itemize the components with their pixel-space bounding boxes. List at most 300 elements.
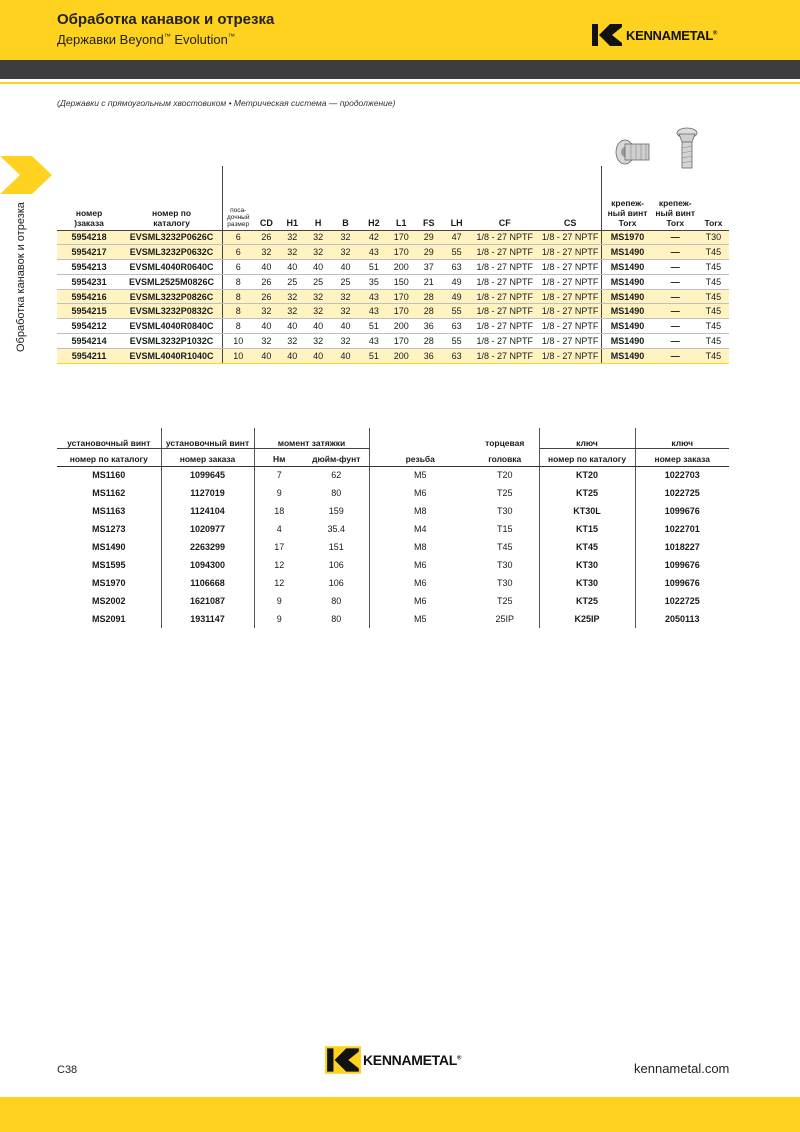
- cell-fs: 28: [415, 304, 443, 319]
- cell-thread: M6: [369, 484, 471, 502]
- cell-b: 32: [331, 334, 360, 349]
- col-screw-catalog: номер по каталогу: [57, 448, 161, 466]
- cell-inlb: 35.4: [327, 524, 346, 534]
- cell-catalog: EVSML3232P0626C: [121, 230, 222, 245]
- cell-key_order: 1022703: [635, 466, 729, 484]
- header-line: поса-: [230, 206, 247, 214]
- cell-order: 1094300: [161, 556, 254, 574]
- cell-lh: 63: [443, 348, 471, 363]
- cell-key: KT25: [539, 592, 635, 610]
- cell-inlb: 106: [328, 578, 344, 588]
- cell-fs: 29: [415, 230, 443, 245]
- cell-key_order: 1099676: [635, 556, 729, 574]
- col-order-number: [57, 166, 121, 230]
- col-key-catalog: номер по каталогу: [539, 448, 635, 466]
- cell-socket: T20: [496, 470, 513, 481]
- header-line: номер по: [151, 207, 192, 218]
- cell-h: 40: [305, 319, 331, 334]
- logo-text: [363, 1052, 461, 1068]
- cell-h2: 51: [360, 260, 388, 275]
- table-row: [57, 304, 729, 319]
- cell-cd: 40: [253, 319, 279, 334]
- cell-socket: T30: [496, 560, 513, 570]
- cell-b: 25: [331, 274, 360, 289]
- cell-thread: M5: [369, 610, 471, 628]
- cell-h: 32: [305, 304, 331, 319]
- cell-screw2: —: [653, 348, 698, 363]
- header-line: Torx: [666, 217, 685, 228]
- cell-fs: 37: [415, 260, 443, 275]
- cell-thread: M6: [369, 592, 471, 610]
- cell-key_order: 1099676: [635, 502, 729, 520]
- cell-cf: 1/8 - 27 NPTF: [471, 245, 539, 260]
- cell-screw2: —: [653, 274, 698, 289]
- cell-catalog: MS1160: [92, 470, 126, 481]
- cell-b: 40: [331, 348, 360, 363]
- cell-seat: 6: [222, 245, 253, 260]
- cell-key_order: 1018227: [635, 538, 729, 556]
- side-tab-arrow-icon: [0, 156, 52, 194]
- cell-key: KT25: [539, 484, 635, 502]
- table-row: [57, 502, 729, 520]
- cell-nm: 12: [254, 574, 304, 592]
- cell-torx: T45: [698, 260, 729, 275]
- cell-order: 5954231: [57, 274, 121, 289]
- group-key: ключ: [539, 428, 635, 448]
- footer-band: [0, 1097, 800, 1132]
- cell-socket: T25: [496, 596, 513, 606]
- table-row: [57, 334, 729, 349]
- cell-screw2: —: [653, 334, 698, 349]
- cell-lh: 47: [443, 230, 471, 245]
- cell-seat: 10: [222, 334, 253, 349]
- cell-order: 5954218: [57, 230, 121, 245]
- cell-fs: 29: [415, 245, 443, 260]
- cell-h2: 43: [360, 245, 388, 260]
- cell-order: 5954211: [57, 348, 121, 363]
- screw-sub-header-row: [57, 448, 729, 466]
- cell-h1: 32: [279, 289, 305, 304]
- cell-torx: T45: [698, 289, 729, 304]
- cell-cd: 40: [253, 260, 279, 275]
- cell-order: 5954217: [57, 245, 121, 260]
- table-row: [57, 592, 729, 610]
- table-row: [57, 230, 729, 245]
- cell-socket: T15: [496, 524, 513, 534]
- kennametal-logo-icon: [590, 22, 624, 48]
- cell-h: 32: [305, 245, 331, 260]
- cell-order: 1106668: [161, 574, 254, 592]
- cell-cs: 1/8 - 27 NPTF: [539, 348, 602, 363]
- cell-key_order: 2050113: [635, 610, 729, 628]
- trademark-sign: ™: [227, 33, 235, 41]
- col-screw-order: номер заказа: [161, 448, 254, 466]
- cell-cd: 26: [253, 289, 279, 304]
- col-cd: CD: [253, 166, 279, 230]
- cell-nm: 18: [254, 502, 304, 520]
- logo-wordmark: KENNAMETAL: [626, 27, 714, 43]
- cell-thread: M4: [369, 520, 471, 538]
- table-row: [57, 520, 729, 538]
- cell-h1: 32: [279, 230, 305, 245]
- cell-l1: 170: [388, 245, 415, 260]
- cell-h: 32: [305, 289, 331, 304]
- header-line: ный винт: [607, 207, 648, 218]
- cell-key_order: 1022725: [635, 592, 729, 610]
- cell-b: 32: [331, 230, 360, 245]
- cell-screw2: —: [653, 304, 698, 319]
- header-dark-band: [0, 60, 800, 79]
- header-line: размер: [227, 220, 250, 228]
- cell-catalog: EVSML2525M0826C: [121, 274, 222, 289]
- cell-cs: 1/8 - 27 NPTF: [539, 274, 602, 289]
- cell-torx: T45: [698, 304, 729, 319]
- screws-table: [57, 428, 729, 628]
- cell-socket: T30: [496, 578, 513, 588]
- cell-catalog: EVSML3232P1032C: [121, 334, 222, 349]
- kennametal-logo-icon: [325, 1046, 361, 1074]
- cell-catalog: MS2091: [91, 614, 126, 624]
- cell-key_order: 1022725: [635, 484, 729, 502]
- cell-cf: 1/8 - 27 NPTF: [471, 274, 539, 289]
- table-row: [57, 289, 729, 304]
- table-row: [57, 260, 729, 275]
- kennametal-logo-footer: [325, 1046, 461, 1074]
- col-key-order: номер заказа: [635, 448, 729, 466]
- cell-catalog: EVSML3232P0632C: [121, 245, 222, 260]
- cell-lh: 49: [443, 274, 471, 289]
- cell-fs: 21: [415, 274, 443, 289]
- table-row: [57, 574, 729, 592]
- cell-key: KT30L: [539, 502, 635, 520]
- cell-order: 2263299: [161, 538, 254, 556]
- registered-sign: ®: [713, 30, 718, 37]
- cell-h1: 40: [279, 260, 305, 275]
- cell-torx: T45: [698, 319, 729, 334]
- cell-b: 40: [331, 319, 360, 334]
- cell-nm: 9: [254, 592, 304, 610]
- website-link[interactable]: kennametal.com: [634, 1061, 730, 1076]
- col-lh: LH: [443, 166, 471, 230]
- cell-thread: M6: [369, 556, 471, 574]
- col-torx: Torx: [698, 166, 729, 230]
- cell-h2: 51: [360, 348, 388, 363]
- cell-thread: M6: [369, 574, 471, 592]
- cell-l1: 170: [388, 304, 415, 319]
- cell-h1: 32: [279, 334, 305, 349]
- cell-screw2: —: [653, 319, 698, 334]
- page-number: C38: [57, 1064, 78, 1076]
- kennametal-logo: [590, 22, 717, 48]
- header-line: крепеж-: [658, 197, 692, 208]
- cell-screw: MS1490: [602, 304, 653, 319]
- col-h2: H2: [360, 166, 388, 230]
- cell-torx: T45: [698, 274, 729, 289]
- header-divider: [0, 82, 800, 84]
- cell-cs: 1/8 - 27 NPTF: [539, 319, 602, 334]
- cell-screw2: —: [653, 230, 698, 245]
- subtitle-main: Державки Beyond: [57, 32, 164, 47]
- logo-wordmark: KENNAMETAL: [363, 1052, 457, 1068]
- cell-torx: T30: [698, 230, 729, 245]
- cell-h2: 51: [360, 319, 388, 334]
- cell-key: KT15: [539, 520, 635, 538]
- table-row: [57, 245, 729, 260]
- cell-screw: MS1490: [602, 245, 653, 260]
- col-torque-inlb: дюйм-фунт: [304, 448, 369, 466]
- cell-cs: 1/8 - 27 NPTF: [539, 289, 602, 304]
- cell-h2: 42: [360, 230, 388, 245]
- cell-socket: T30: [496, 506, 513, 516]
- cell-fs: 36: [415, 319, 443, 334]
- cell-socket: 25IP: [495, 614, 514, 624]
- cell-torx: T45: [698, 245, 729, 260]
- cell-screw2: —: [653, 260, 698, 275]
- cell-l1: 170: [388, 289, 415, 304]
- cell-inlb: 159: [328, 506, 344, 516]
- side-tab-label: Обработка канавок и отрезка: [15, 202, 27, 352]
- table-row: [57, 538, 729, 556]
- cell-order: 1124104: [161, 502, 254, 520]
- cell-b: 32: [331, 289, 360, 304]
- cell-nm: 17: [254, 538, 304, 556]
- cell-order: 1621087: [161, 592, 254, 610]
- cell-h1: 25: [279, 274, 305, 289]
- logo-text: [626, 28, 717, 43]
- cell-catalog: MS2002: [91, 596, 126, 606]
- col-fs: FS: [415, 166, 443, 230]
- cell-cf: 1/8 - 27 NPTF: [471, 348, 539, 363]
- cell-order: 5954214: [57, 334, 121, 349]
- col-seat-size: [222, 166, 253, 230]
- cell-fs: 28: [415, 334, 443, 349]
- cell-torx: T45: [698, 334, 729, 349]
- group-socket: торцевая: [485, 438, 525, 448]
- cell-torx: T45: [698, 348, 729, 363]
- cell-l1: 200: [388, 319, 415, 334]
- cell-screw2: —: [653, 289, 698, 304]
- header-line: дочный: [226, 213, 250, 221]
- cell-order: 1020977: [161, 520, 254, 538]
- cell-cd: 32: [253, 334, 279, 349]
- page-subtitle: [57, 32, 235, 47]
- cell-seat: 6: [222, 230, 253, 245]
- col-h: H: [305, 166, 331, 230]
- breadcrumb: (Державки с прямоугольным хвостовиком • Метрическая система — продолжение): [57, 98, 396, 108]
- cell-seat: 8: [222, 274, 253, 289]
- cell-key: KT30: [539, 556, 635, 574]
- cell-nm: 4: [254, 520, 304, 538]
- table-header-row: [57, 166, 729, 230]
- cell-lh: 63: [443, 260, 471, 275]
- cell-screw: MS1490: [602, 334, 653, 349]
- cell-h1: 32: [279, 304, 305, 319]
- cell-order: 1099645: [161, 466, 254, 484]
- table-row: [57, 484, 729, 502]
- cell-nm: 12: [254, 556, 304, 574]
- cell-lh: 55: [443, 245, 471, 260]
- col-b: B: [331, 166, 360, 230]
- cell-screw: MS1490: [602, 319, 653, 334]
- cell-h1: 32: [279, 245, 305, 260]
- header-line: Torx: [618, 217, 637, 228]
- cell-cs: 1/8 - 27 NPTF: [539, 260, 602, 275]
- cell-order: 1931147: [161, 610, 254, 628]
- cell-inlb: 106: [328, 560, 344, 570]
- cell-h1: 40: [279, 319, 305, 334]
- cell-h2: 43: [360, 289, 388, 304]
- cell-key_order: 1022701: [635, 520, 729, 538]
- cell-catalog: EVSML3232P0826C: [121, 289, 222, 304]
- cell-seat: 8: [222, 304, 253, 319]
- cell-key: KT45: [539, 538, 635, 556]
- screw-group-header-row: [57, 428, 729, 448]
- header-line: крепеж-: [611, 197, 644, 208]
- cell-cd: 26: [253, 230, 279, 245]
- trademark-sign: ™: [163, 33, 171, 41]
- page-header: [0, 0, 800, 60]
- cell-h: 25: [305, 274, 331, 289]
- cell-key: K25IP: [539, 610, 635, 628]
- cell-cd: 26: [253, 274, 279, 289]
- cell-inlb: 151: [328, 542, 344, 552]
- cell-catalog: MS1970: [91, 578, 126, 588]
- cell-b: 32: [331, 245, 360, 260]
- cell-catalog: MS1163: [92, 506, 126, 516]
- cell-thread: M8: [369, 538, 471, 556]
- cell-cd: 40: [253, 348, 279, 363]
- cell-thread: M8: [369, 502, 471, 520]
- cell-h: 32: [305, 230, 331, 245]
- cell-cf: 1/8 - 27 NPTF: [471, 260, 539, 275]
- group-torque: момент затяжки: [254, 428, 369, 448]
- cell-seat: 8: [222, 319, 253, 334]
- cell-l1: 200: [388, 260, 415, 275]
- cell-cs: 1/8 - 27 NPTF: [539, 334, 602, 349]
- cell-l1: 150: [388, 274, 415, 289]
- cell-thread: M5: [369, 466, 471, 484]
- page-title: Обработка канавок и отрезка: [57, 11, 275, 28]
- holders-table: [57, 166, 729, 364]
- cell-nm: 7: [254, 466, 304, 484]
- table-row: [57, 556, 729, 574]
- cell-l1: 170: [388, 230, 415, 245]
- header-line: ный винт: [655, 207, 696, 218]
- col-h1: H1: [279, 166, 305, 230]
- cell-screw2: —: [653, 245, 698, 260]
- table-row: [57, 319, 729, 334]
- col-socket: головка: [471, 448, 539, 466]
- header-line: )заказа: [74, 217, 104, 228]
- cell-inlb: 80: [331, 614, 342, 624]
- header-line: номер: [75, 207, 103, 218]
- cell-inlb: 80: [331, 596, 342, 606]
- cell-b: 40: [331, 260, 360, 275]
- cell-order: 1127019: [161, 484, 254, 502]
- cell-cs: 1/8 - 27 NPTF: [539, 245, 602, 260]
- cell-seat: 10: [222, 348, 253, 363]
- table-row: [57, 466, 729, 484]
- cell-fs: 28: [415, 289, 443, 304]
- cell-order: 5954216: [57, 289, 121, 304]
- cell-socket: T45: [496, 542, 513, 552]
- cell-nm: 9: [254, 610, 304, 628]
- cell-catalog: MS1595: [91, 560, 126, 570]
- cell-catalog: MS1162: [92, 488, 126, 498]
- cell-seat: 8: [222, 289, 253, 304]
- registered-sign: ®: [456, 1055, 462, 1062]
- cell-screw: MS1490: [602, 289, 653, 304]
- col-torque-nm: Нм: [254, 448, 304, 466]
- col-thread: резьба: [369, 448, 471, 466]
- cell-order: 5954215: [57, 304, 121, 319]
- col-cs: CS: [539, 166, 602, 230]
- cell-inlb: 62: [331, 470, 342, 481]
- cell-b: 32: [331, 304, 360, 319]
- col-clamp-screw-2: [653, 166, 698, 230]
- group-set-screw-2: установочный винт: [161, 428, 254, 448]
- cell-h2: 43: [360, 334, 388, 349]
- cell-h: 40: [305, 348, 331, 363]
- table-row: [57, 610, 729, 628]
- col-catalog-number: [121, 166, 222, 230]
- group-thread-blank: [369, 428, 471, 448]
- cell-lh: 55: [443, 304, 471, 319]
- cell-catalog: MS1273: [91, 524, 126, 534]
- cell-lh: 49: [443, 289, 471, 304]
- cell-catalog: EVSML4040R1040C: [121, 348, 222, 363]
- cell-l1: 170: [388, 334, 415, 349]
- cell-lh: 55: [443, 334, 471, 349]
- cell-catalog: EVSML4040R0640C: [121, 260, 222, 275]
- group-set-screw: установочный винт: [57, 428, 161, 448]
- cell-screw: MS1970: [602, 230, 653, 245]
- cell-lh: 63: [443, 319, 471, 334]
- cell-fs: 36: [415, 348, 443, 363]
- cell-cf: 1/8 - 27 NPTF: [471, 230, 539, 245]
- cell-h2: 43: [360, 304, 388, 319]
- cell-h1: 40: [279, 348, 305, 363]
- cell-nm: 9: [254, 484, 304, 502]
- cell-cf: 1/8 - 27 NPTF: [471, 319, 539, 334]
- cell-screw: MS1490: [602, 260, 653, 275]
- cell-cd: 32: [253, 304, 279, 319]
- cell-cs: 1/8 - 27 NPTF: [539, 304, 602, 319]
- cell-cf: 1/8 - 27 NPTF: [471, 334, 539, 349]
- col-clamp-screw: [602, 166, 653, 230]
- cell-order: 5954212: [57, 319, 121, 334]
- cell-cs: 1/8 - 27 NPTF: [539, 230, 602, 245]
- subtitle-rest: Evolution: [170, 32, 228, 47]
- cell-l1: 200: [388, 348, 415, 363]
- col-cf: CF: [471, 166, 539, 230]
- cell-seat: 6: [222, 260, 253, 275]
- cell-key_order: 1099676: [635, 574, 729, 592]
- cell-cf: 1/8 - 27 NPTF: [471, 304, 539, 319]
- cell-cf: 1/8 - 27 NPTF: [471, 289, 539, 304]
- cell-screw: MS1490: [602, 274, 653, 289]
- cell-cd: 32: [253, 245, 279, 260]
- group-key-2: ключ: [635, 428, 729, 448]
- cell-h: 32: [305, 334, 331, 349]
- cell-order: 5954213: [57, 260, 121, 275]
- cell-h: 40: [305, 260, 331, 275]
- cell-key: KT20: [539, 466, 635, 484]
- header-line: каталогу: [153, 217, 190, 228]
- cell-h2: 35: [360, 274, 388, 289]
- table-row: [57, 274, 729, 289]
- table-row: [57, 348, 729, 363]
